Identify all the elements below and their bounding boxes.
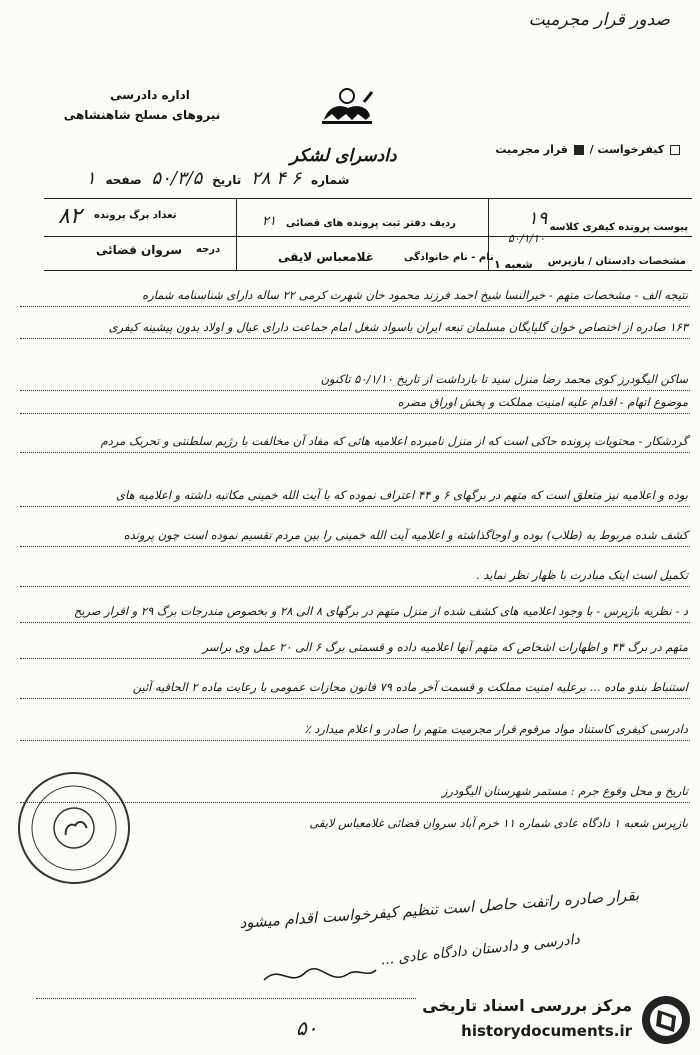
name-value: غلامعباس لایقی bbox=[278, 250, 374, 264]
lion-and-sun-emblem-icon bbox=[318, 84, 376, 126]
name-label: نام - نام خانوادگی bbox=[404, 252, 494, 263]
archive-logo-icon bbox=[640, 994, 692, 1046]
prosecutor-label: مشخصات دادستان / بازپرس bbox=[547, 256, 686, 267]
office-title: دادسرای لشکر bbox=[290, 146, 397, 166]
handwritten-note-1: بقرار صادره راتفت حاصل است تنظیم کیفرخواست اقدام میشود bbox=[239, 886, 641, 932]
branch-value: شعبه ۱ bbox=[494, 258, 533, 271]
bottom-handwritten-mark: ۵۰ bbox=[296, 1016, 318, 1040]
official-seal-stamp bbox=[3, 757, 144, 898]
watermark-title: مرکز بررسی اسناد تاریخی bbox=[422, 996, 632, 1015]
option-indictment: کیفرخواست bbox=[597, 143, 665, 156]
body-line-11: استنباط بندو ماده ... برعلیه امنیت مملکت و قسمت آخر ماده ۷۹ قانون مجازات عمومی با رعایت ماده ۲ الحاقیه آئین bbox=[132, 680, 688, 694]
body-line-6: بوده و اعلامیه نیز متعلق است که متهم در برگهای ۶ و ۴۴ اعتراف نموده که با آیت الله خمینی مکاتبه داشته و اعلامیه های bbox=[115, 488, 688, 502]
dotted-rule bbox=[20, 586, 690, 587]
rank-value: سروان قضائی bbox=[96, 243, 183, 257]
body-line-12: دادرسی کیفری کاستناد مواد مرقوم قرار مجرمیت متهم را صادر و اعلام میدارد ٪ bbox=[304, 722, 688, 736]
dotted-rule bbox=[20, 546, 690, 547]
form-options: کیفرخواست / قرار مجرمیت bbox=[495, 143, 682, 156]
dotted-rule bbox=[20, 413, 690, 414]
top-handwritten-note: صدور قرار مجرمیت bbox=[528, 10, 670, 30]
date-value: ۵۰/۳/۵ bbox=[151, 168, 203, 189]
checked-checkbox-icon bbox=[574, 145, 584, 155]
dotted-rule bbox=[36, 998, 416, 999]
number-label: شماره bbox=[311, 173, 350, 187]
body-line-7: کشف شده مربوط به (طلاب) بوده و اوجاگذاشته و اعلامیه آیت الله خمینی را بین مردم تقسیم نموده است چون پرونده bbox=[123, 528, 688, 542]
body-line-13: تاریخ و محل وقوع جرم : مستمر شهرستان الیگودرز bbox=[441, 784, 688, 798]
checkbox-icon bbox=[670, 145, 680, 155]
reference-row bbox=[80, 168, 349, 189]
registry-row-value: ۲۱ bbox=[262, 214, 276, 229]
body-line-14: بازپرس شعبه ۱ دادگاه عادی شماره ۱۱ خرم آباد سروان قضائی غلامعباس لایقی bbox=[309, 816, 688, 830]
body-line-10: متهم در برگ ۴۴ و اظهارات اشخاص که متهم آنها اعلامیه داده و قسمتی برگ ۶ الی ۲۰ عمل وی براسر bbox=[202, 640, 688, 654]
body-line-4: موضوع اتهام - اقدام علیه امنیت مملکت و پخش اوراق مضره bbox=[397, 395, 688, 409]
case-file-date: ۵۰/۱/۱۰ bbox=[508, 232, 545, 245]
case-file-label: پیوست پرونده کیفری کلاسه bbox=[549, 222, 688, 233]
dotted-rule bbox=[20, 306, 690, 307]
dotted-rule bbox=[20, 740, 690, 741]
dotted-rule bbox=[20, 452, 690, 453]
table-top-border bbox=[44, 198, 692, 199]
dotted-rule bbox=[20, 698, 690, 699]
dotted-rule bbox=[20, 338, 690, 339]
option-guilty-order: قرار مجرمیت bbox=[495, 143, 568, 156]
case-file-value: ۱۹ bbox=[528, 208, 548, 229]
number-value: ۶ ۴ ۲۸ bbox=[251, 168, 302, 189]
body-line-1: نتیجه الف - مشخصات متهم - خیرالنسا شیخ احمد فرزند محمود خان شهرت کرمی ۲۲ ساله دارای شناسنامه شماره bbox=[142, 288, 688, 302]
date-label: تاریخ bbox=[212, 173, 242, 187]
table-divider bbox=[236, 198, 237, 270]
rank-label: درجه bbox=[196, 244, 221, 255]
dotted-rule bbox=[20, 506, 690, 507]
page-count-value: ۸۲ bbox=[58, 204, 82, 229]
page-count-label: تعداد برگ پرونده bbox=[94, 210, 177, 221]
handwritten-note-2: دادرسی و دادستان دادگاه عادی ... bbox=[379, 931, 581, 969]
dotted-rule bbox=[20, 390, 690, 391]
dotted-rule bbox=[20, 622, 690, 623]
table-mid-border bbox=[44, 236, 692, 237]
table-bottom-border bbox=[44, 270, 692, 271]
department-line-1: اداره دادرسی bbox=[110, 88, 190, 102]
body-line-9: د - نظریه بازپرس - با وجود اعلامیه های کشف شده از منزل متهم در برگهای ۸ الی ۲۸ و بخصوص مندرجات برگ ۲۹ و اقرار صریح bbox=[73, 604, 688, 618]
body-line-2: ۱۶۳ صادره از اختصاص خوان گلپایگان مسلمان تبعه ایران باسواد شغل امام جماعت دارای عیال و اولاد بدون پیشینه کیفری bbox=[108, 320, 688, 334]
dotted-rule bbox=[20, 658, 690, 659]
page-label: صفحه bbox=[105, 173, 142, 187]
registry-row-label: ردیف دفتر ثبت پرونده های قضائی bbox=[286, 218, 456, 229]
watermark-url: historydocuments.ir bbox=[461, 1022, 632, 1040]
signature-scribble bbox=[260, 960, 380, 990]
page-value: ۱ bbox=[86, 168, 96, 189]
body-line-8: تکمیل است اینک مبادرت با ظهار نظر نماید . bbox=[476, 568, 688, 582]
body-line-3: ساکن الیگودرز کوی محمد رضا منزل سید تا بازداشت از تاریخ ۵۰/۱/۱۰ تاکنون bbox=[320, 372, 688, 386]
department-line-2: نیروهای مسلح شاهنشاهی bbox=[63, 108, 221, 122]
watermark bbox=[408, 990, 698, 1052]
body-line-5: گردشکار - محتویات پرونده حاکی است که از منزل نامبرده اعلامیه هائی که مفاد آن مخالفت با رژیم سلطنتی و تحریک مردم bbox=[100, 434, 688, 448]
